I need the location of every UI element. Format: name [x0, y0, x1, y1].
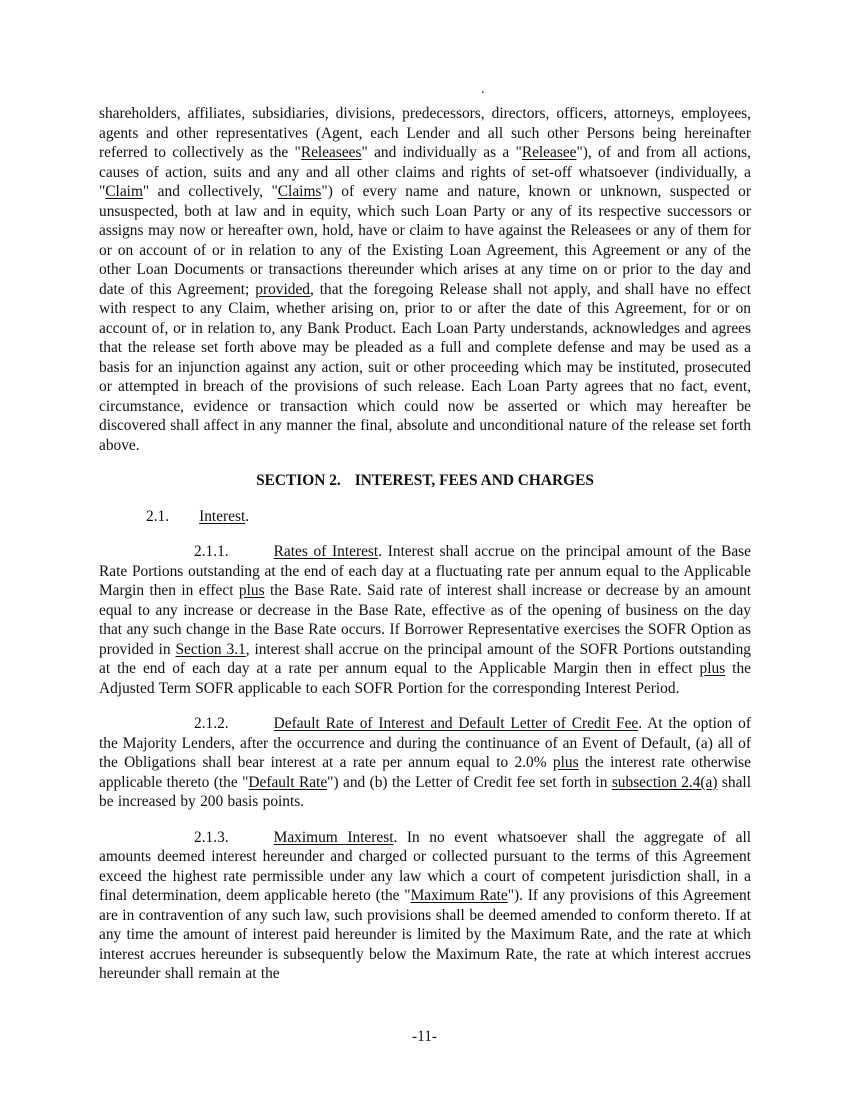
section-2-title: INTEREST, FEES AND CHARGES — [354, 472, 594, 489]
text-run: shareholders, affiliates, subsidiaries, divisions, predecessors, directors, officers, attorneys, employees, agents and other representatives (Agent, each Lender and all such other Persons being hereinafter referred to collectively as the " — [99, 105, 751, 161]
underlined-term: Default Rate of Interest and Default Letter of Credit Fee — [273, 715, 639, 732]
text-run: the Base Rate. Said rate of interest shall increase or decrease by an amount equal to any increase or decrease in the Base Rate, effective as of the opening of business on the day that any such change in the Base Rate occurs. If Borrower Representative exercises the SOFR Option as provided in — [99, 582, 752, 658]
underlined-term: Releasees — [300, 144, 362, 161]
text-run: , that the foregoing Release shall not apply, and shall have no effect with respect to any Claim, whether arising on, prior to or after the date of this Agreement, for or on account of, or in relation to, any Bank Product. Each Loan Party understands, acknowledges and agrees that the release set forth above may be pleaded as a full and complete defense and may be used as a basis for an injunction against any action, suit or other proceeding which may be instituted, prosecuted or attempted in breach of the provisions of such release. Each Loan Party agrees that no fact, event, circumstance, evidence or transaction which could now be asserted or which may hereafter be discovered shall affect in any manner the final, absolute and unconditional nature of the release set forth above. — [99, 280, 751, 454]
paragraph-2-1-2-default-rate — [99, 714, 751, 812]
text-run: 2.1.1. — [194, 543, 229, 560]
text-run: ") of every name and nature, known or unknown, suspected or unsuspected, both at law and in equity, which such Loan Party or any of its respective successors or assigns may now or hereafter own, hold, have or claim to have against the Releasees or any of them for or on account of or in relation to any of the Existing Loan Agreement, this Agreement or any of the other Loan Documents or transactions thereunder which arises at any time on or prior to the day and date of this Agreement; — [99, 183, 751, 298]
underlined-term: Maximum Rate — [410, 887, 508, 904]
paragraph-2-1-3-maximum-interest — [99, 828, 751, 984]
underlined-term: provided — [255, 280, 310, 298]
text-run: " and individually as a " — [361, 144, 522, 161]
underlined-term: plus — [552, 754, 579, 771]
text-run: 2.1. — [146, 507, 170, 525]
text-run: . Interest shall accrue on the principal amount of the Base Rate Portions outstanding at the end of each day at a fluctuating rate per annum equal to the Applicable Margin then in effect — [99, 543, 751, 599]
section-2-number: SECTION 2. — [256, 472, 341, 489]
text-run: ") and (b) the Letter of Credit fee set forth in — [327, 773, 612, 791]
underlined-term: Default Rate — [248, 773, 328, 791]
text-run: . At the option of the Majority Lenders, after the occurrence and during the continuance of an Event of Default, (a) all of the Obligations shall bear interest at a rate per annum equal to 2.0% — [99, 715, 751, 771]
text-run: "), of and from all actions, causes of action, suits and any and all other claims and rights of set-off whatsoever (individually, a " — [99, 144, 752, 200]
underlined-term: subsection 2.4(a) — [611, 773, 718, 791]
underlined-term: Section 3.1 — [175, 640, 246, 658]
text-run: 2.1.2. — [194, 715, 229, 732]
text-run: shall be increased by 200 basis points. — [99, 773, 751, 810]
stray-mark: . — [481, 82, 485, 97]
text-run: the Adjusted Term SOFR applicable to each SOFR Portion for the corresponding Interest Period. — [99, 660, 751, 697]
underlined-term: Claim — [105, 183, 143, 200]
text-run: 2.1.3. — [194, 828, 229, 846]
paragraph-release-continuation — [99, 104, 751, 455]
text-run: , interest shall accrue on the principal amount of the SOFR Portions outstanding at the end of each day at a rate per annum equal to the Applicable Margin then in effect — [99, 640, 751, 677]
underlined-term: Interest — [199, 507, 246, 525]
text-run: . In no event whatsoever shall the aggregate of all amounts deemed interest hereunder and charged or collected pursuant to the terms of this Agreement exceed the highest rate permissible under any law which a court of competent jurisdiction shall, in a final determination, deem applicable hereto (the " — [99, 828, 751, 904]
subsection-2-1-heading — [99, 507, 751, 527]
underlined-term: plus — [699, 660, 726, 677]
text-run: " and collectively, " — [142, 183, 278, 200]
underlined-term: Maximum Interest — [273, 828, 394, 846]
document-body — [99, 104, 751, 984]
underlined-term: plus — [238, 582, 265, 599]
underlined-term: Claims — [277, 183, 322, 200]
text-run: the interest rate otherwise applicable thereto (the " — [99, 754, 751, 791]
text-run: . — [245, 507, 250, 525]
underlined-term: Rates of Interest — [273, 543, 379, 560]
underlined-term: Releasee — [521, 144, 577, 161]
page-number: -11- — [411, 1028, 438, 1045]
section-2-heading — [99, 471, 751, 491]
paragraph-2-1-1-rates-of-interest — [99, 542, 751, 698]
text-run: "). If any provisions of this Agreement are in contravention of any such law, such provisions shall be deemed amended to conform thereto. If at any time the amount of interest paid hereunder is limited by the Maximum Rate, and the rate at which interest accrues hereunder is subsequently below the Maximum Rate, the rate at which interest accrues hereunder shall remain at the — [99, 887, 751, 982]
